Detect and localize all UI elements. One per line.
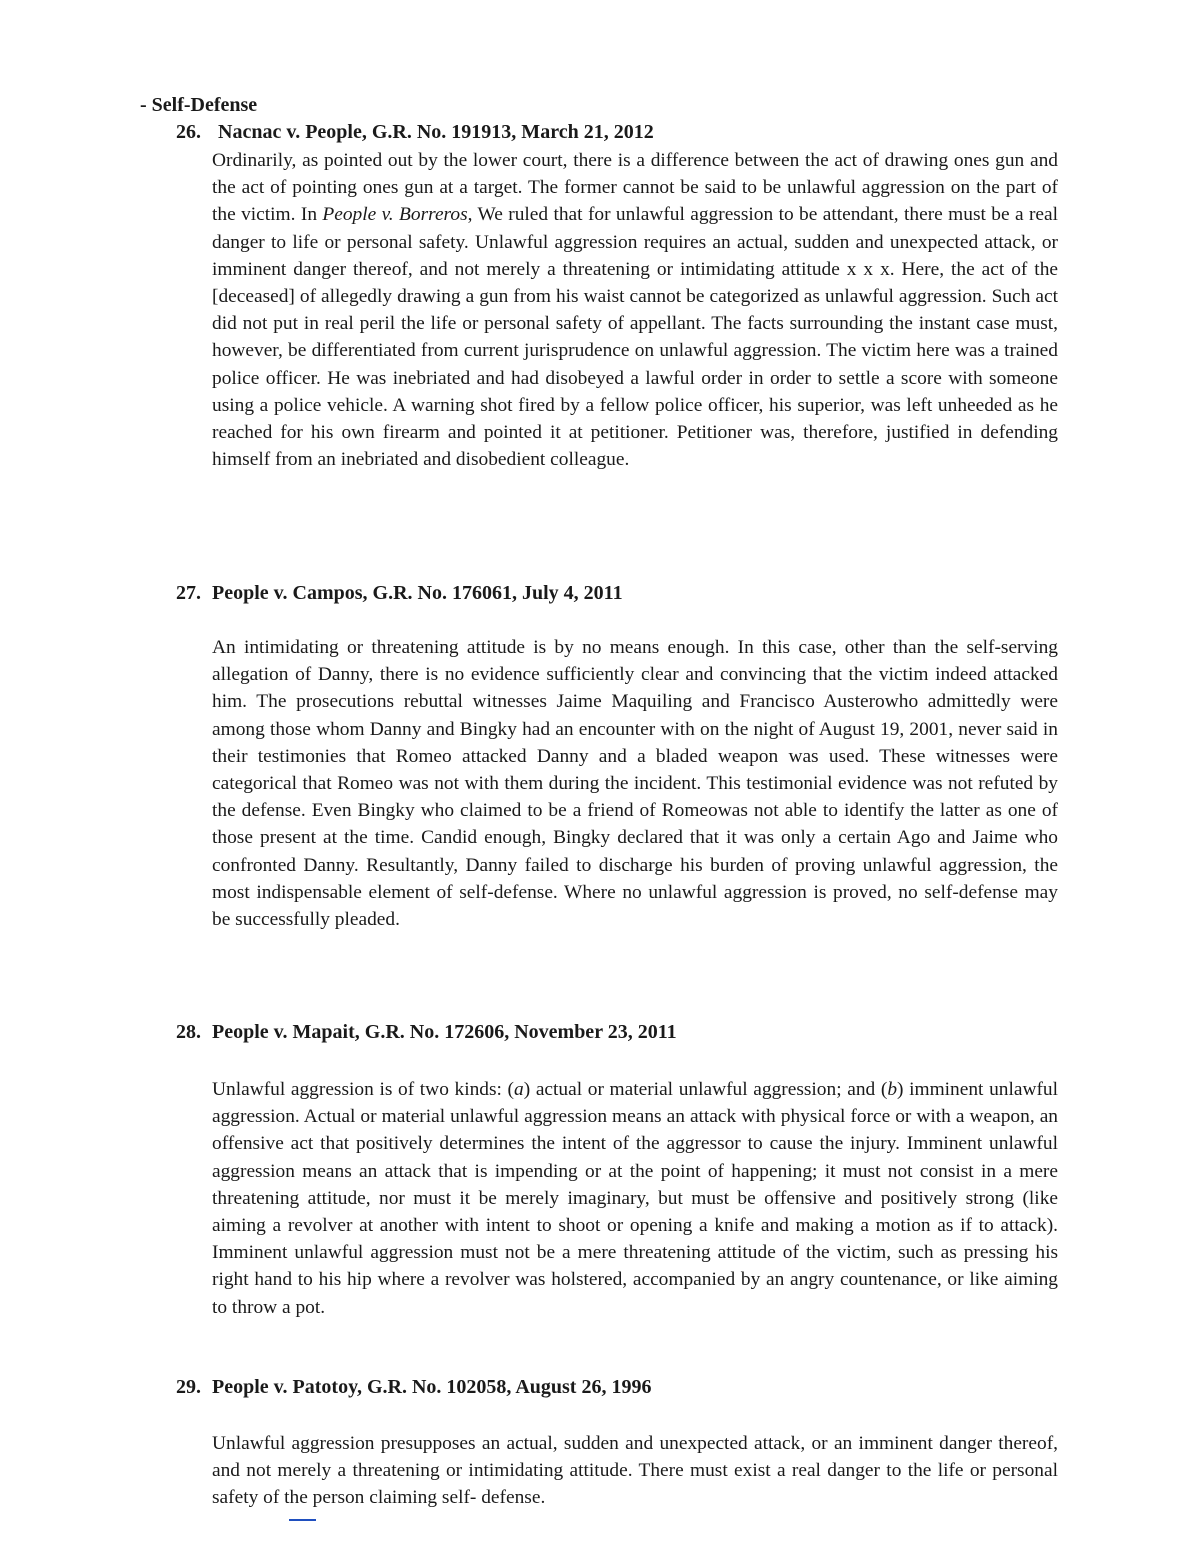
case-body-text: , We ruled that for unlawful aggression to be attendant, there must be a real danger to life or personal safety. Unlawful aggression requires an actual, sudden and unexpected attack, or imminent danger thereof, and not merely a threatening or intimidating attitude x x x. Here, the act of the [deceased] of allegedly drawing a gun from his waist cannot be categorized as unlawful aggression. Such act did not put in real peril the life or personal safety of appellant. The facts surrounding the instant case must, however, be differentiated from current jurisprudence on unlawful aggression. The victim here was a trained police officer. He was inebriated and had disobeyed a lawful order in order to settle a score with someone using a police vehicle. A warning shot fired by a fellow police officer, his superior, was left unheeded as he reached for his own firearm and pointed it at petitioner. Petitioner was, therefore, justified in defending himself from an inebriated and disobedient colleague. xyxy=(212,204,1059,471)
case-body-text: Ordinarily, as pointed out by the lower court, there is a difference between the act of drawing ones gun and the act of pointing ones gun at a target. The former cannot be said to be unlawful aggression on the part of the victim. In xyxy=(212,150,1058,226)
hyperlink-underline xyxy=(289,1519,316,1521)
case-body-italic: People v. Borreros xyxy=(322,204,468,226)
case-body-text: Unlawful aggression is of two kinds: ( xyxy=(212,1079,515,1100)
case-body xyxy=(212,147,1058,473)
section-heading: - Self-Defense xyxy=(140,94,258,116)
case-citation: People v. Campos, G.R. No. 176061, July 4, 2011 xyxy=(212,582,623,604)
case-title xyxy=(176,582,623,605)
case-body-italic: b xyxy=(887,1079,898,1100)
case-number: 28. xyxy=(176,1021,201,1043)
case-body: Unlawful aggression presupposes an actual, sudden and unexpected attack, or an imminent danger thereof, and not merely a threatening or intimidating attitude. There must exist a real danger to the life or personal safety of the person claiming self- defense. xyxy=(212,1433,1058,1509)
case-body: An intimidating or threatening attitude is by no means enough. In this case, other than the self-serving allegation of Danny, there is no evidence sufficiently clear and convincing that the victim indeed attacked him. The prosecutions rebuttal witnesses Jaime Maquiling and Francisco Austerowho admittedly were among those whom Danny and Bingky had an encounter with on the night of August 19, 2001, never said in their testimonies that Romeo attacked Danny and a bladed weapon was used. These witnesses were categorical that Romeo was not with them during the incident. This testimonial evidence was not refuted by the defense. Even Bingky who claimed to be a friend of Romeowas not able to identify the latter as one of those present at the time. Candid enough, Bingky declared that it was only a certain Ago and Jaime who confronted Danny. Resultantly, Danny failed to discharge his burden of proving unlawful aggression, the most indispensable element of self-defense. Where no unlawful aggression is proved, no self-defense may be successfully pleaded. xyxy=(212,637,1058,931)
case-title xyxy=(176,1376,651,1399)
case-citation: People v. Mapait, G.R. No. 172606, November 23, 2011 xyxy=(212,1021,677,1043)
case-body-italic: a xyxy=(514,1079,524,1100)
case-citation: Nacnac v. People, G.R. No. 191913, March 21, 2012 xyxy=(218,121,654,143)
case-number: 27. xyxy=(176,582,201,604)
case-body-text: ) actual or material unlawful aggression; and ( xyxy=(523,1079,888,1100)
case-title xyxy=(176,1021,677,1044)
case-body-text: ) imminent unlawful aggression. Actual or material unlawful aggression means an attack with physical force or with a weapon, an offensive act that positively determines the intent of the aggressor to cause the injury. Imminent unlawful aggression means an attack that is impending or at the point of happening; it must not consist in a mere threatening attitude, nor must it be merely imaginary, but must be offensive and positively strong (like aiming a revolver at another with intent to shoot or opening a knife and making a motion as if to attack). Imminent unlawful aggression must not be a mere threatening attitude of the victim, such as pressing his right hand to his hip where a revolver was holstered, accompanied by an angry countenance, or like aiming to throw a pot. xyxy=(212,1079,1058,1318)
case-body xyxy=(212,1076,1058,1321)
case-number: 26. xyxy=(176,121,201,143)
case-title xyxy=(176,121,654,144)
case-number: 29. xyxy=(176,1376,201,1398)
case-citation: People v. Patotoy, G.R. No. 102058, August 26, 1996 xyxy=(212,1376,652,1398)
